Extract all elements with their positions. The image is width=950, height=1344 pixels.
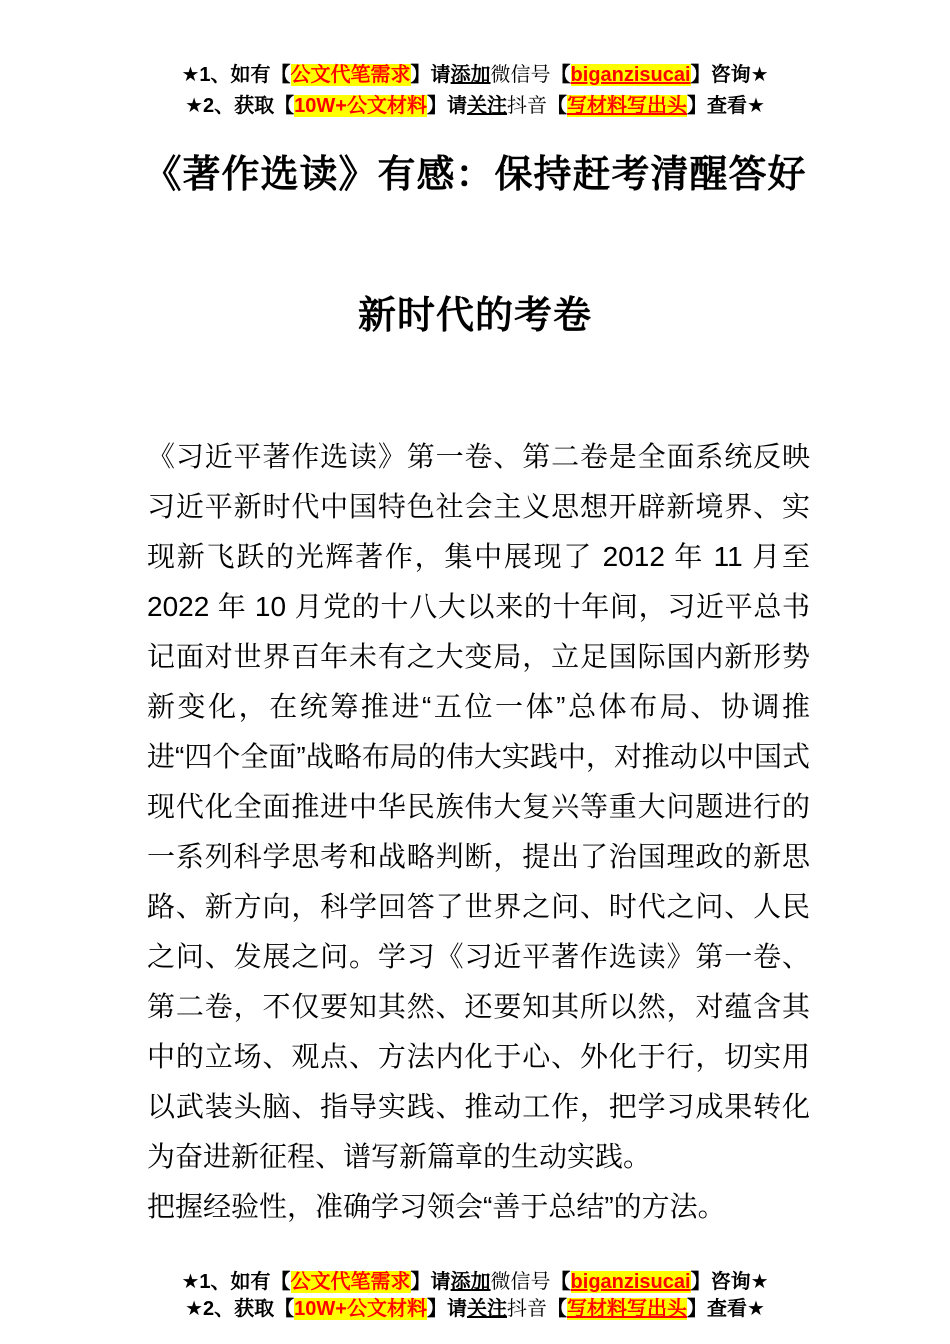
promo-suffix: 咨询★ bbox=[710, 64, 769, 86]
promo-bracket-text: 】请 bbox=[426, 95, 467, 117]
promo-wechat-label: 微信号 bbox=[490, 1271, 551, 1293]
document-title bbox=[0, 152, 950, 339]
promo-douyin-label: 抖音 bbox=[506, 95, 547, 117]
promo-underline-add: 添加 bbox=[450, 64, 491, 86]
promo-underline-add: 添加 bbox=[450, 1271, 491, 1293]
promo-bracket-text: 】请 bbox=[410, 64, 451, 86]
promo-bracket-open: 【 bbox=[546, 1298, 567, 1320]
promo-douyin-id: 写材料写出头 bbox=[566, 1298, 687, 1320]
promo-prefix: ★1、如有【 bbox=[181, 1271, 291, 1293]
title-line-1: 《著作选读》有感：保持赶考清醒答好 bbox=[143, 154, 807, 196]
promo-footer bbox=[0, 1269, 950, 1323]
promo-suffix: 咨询★ bbox=[710, 1271, 769, 1293]
promo-header-line1 bbox=[0, 60, 950, 91]
promo-bracket-close: 】 bbox=[686, 95, 707, 117]
promo-wechat-id: biganzisucai bbox=[570, 64, 691, 86]
promo-suffix: 查看★ bbox=[706, 95, 765, 117]
promo-header bbox=[0, 0, 950, 122]
promo-suffix: 查看★ bbox=[706, 1298, 765, 1320]
promo-bracket-text: 】请 bbox=[410, 1271, 451, 1293]
promo-highlight-service: 公文代笔需求 bbox=[290, 1271, 411, 1293]
promo-bracket-close: 】 bbox=[690, 64, 711, 86]
promo-header-line2 bbox=[0, 91, 950, 122]
body-paragraph-2: 把握经验性，准确学习领会“善于总结”的方法。 bbox=[147, 1191, 726, 1222]
promo-bracket-open: 【 bbox=[546, 95, 567, 117]
promo-highlight-material: 10W+公文材料 bbox=[294, 95, 427, 117]
body-paragraph-1: 《习近平著作选读》第一卷、第二卷是全面系统反映习近平新时代中国特色社会主义思想开辟新境界、实现新飞跃的光辉著作，集中展现了 2012 年 11 月至 2022 年 10 月党的十八大以来的十年间，习近平总书记面对世界百年未有之大变局，立足国际国内新形势新变化，在统筹推进“五位一体”总体布局、协调推进“四个全面”战略布局的伟大实践中，对推动以中国式现代化全面推进中华民族伟大复兴等重大问题进行的一系列科学思考和战略判断，提出了治国理政的新思路、新方向，科学回答了世界之问、时代之问、人民之问、发展之问。学习《习近平著作选读》第一卷、第二卷，不仅要知其然、还要知其所以然，对蕴含其中的立场、观点、方法内化于心、外化于行，切实用以武装头脑、指导实践、推动工作，把学习成果转化为奋进新征程、谱写新篇章的生动实践。 bbox=[147, 441, 810, 1172]
promo-bracket-close: 】 bbox=[690, 1271, 711, 1293]
promo-bracket-open: 【 bbox=[550, 1271, 571, 1293]
promo-bracket-close: 】 bbox=[686, 1298, 707, 1320]
title-line-2: 新时代的考卷 bbox=[357, 295, 592, 337]
promo-footer-line2 bbox=[0, 1296, 950, 1323]
document-body bbox=[147, 432, 810, 1232]
promo-douyin-label: 抖音 bbox=[506, 1298, 547, 1320]
promo-underline-follow: 关注 bbox=[466, 95, 507, 117]
promo-bracket-open: 【 bbox=[550, 64, 571, 86]
promo-prefix: ★1、如有【 bbox=[181, 64, 291, 86]
promo-footer-line1 bbox=[0, 1269, 950, 1296]
promo-bracket-text: 】请 bbox=[426, 1298, 467, 1320]
promo-prefix: ★2、获取【 bbox=[185, 95, 295, 117]
promo-wechat-id: biganzisucai bbox=[570, 1271, 691, 1293]
promo-highlight-service: 公文代笔需求 bbox=[290, 64, 411, 86]
promo-prefix: ★2、获取【 bbox=[185, 1298, 295, 1320]
promo-wechat-label: 微信号 bbox=[490, 64, 551, 86]
promo-highlight-material: 10W+公文材料 bbox=[294, 1298, 427, 1320]
promo-underline-follow: 关注 bbox=[466, 1298, 507, 1320]
promo-douyin-id: 写材料写出头 bbox=[566, 95, 687, 117]
